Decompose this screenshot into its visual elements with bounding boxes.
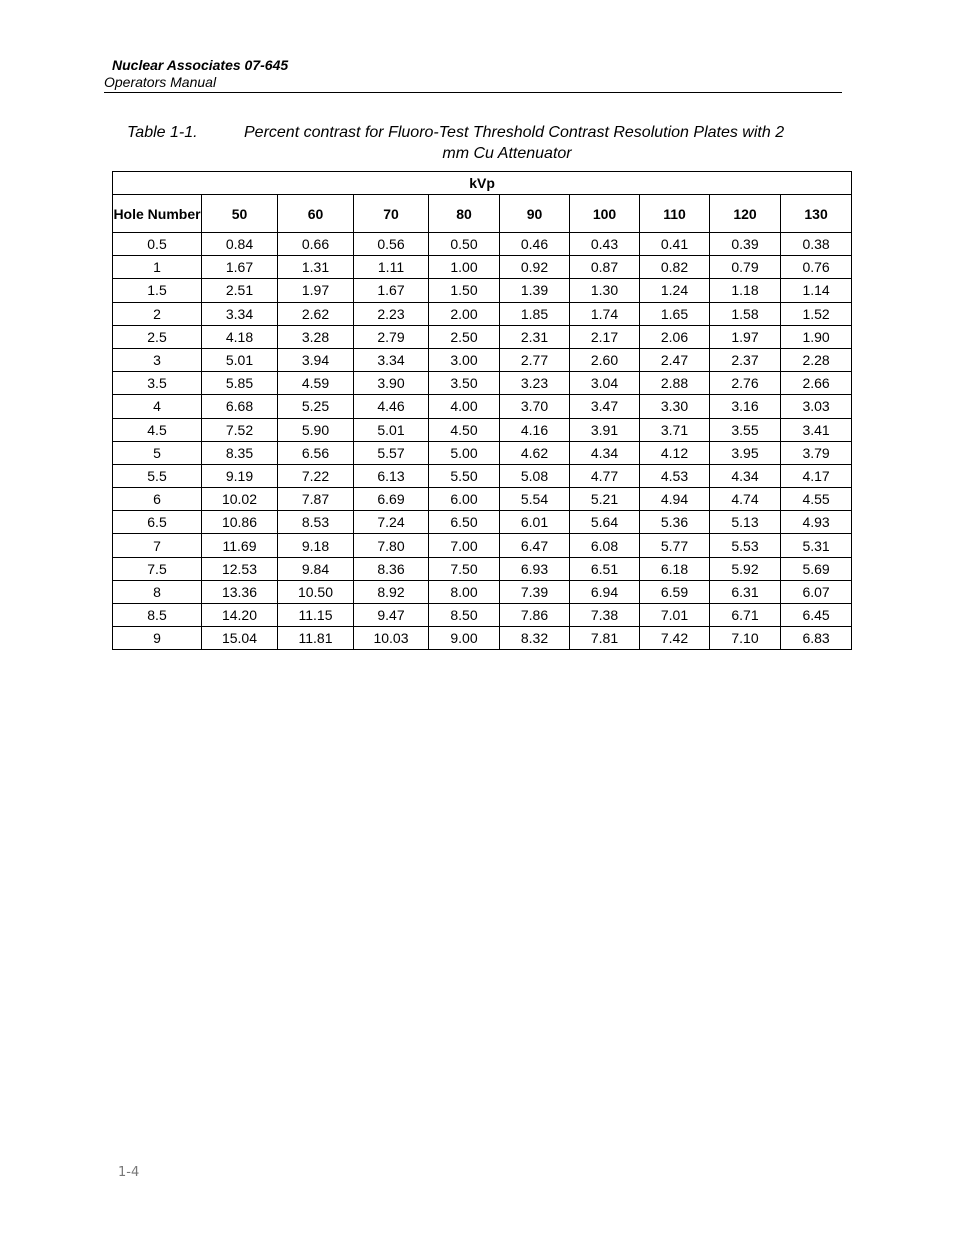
contrast-value-cell: 5.85 [202,372,278,395]
contrast-value-cell: 6.00 [429,488,500,511]
contrast-value-cell: 7.10 [710,627,781,650]
contrast-value-cell: 5.64 [570,511,640,534]
contrast-value-cell: 5.00 [429,441,500,464]
contrast-value-cell: 10.03 [354,627,429,650]
contrast-value-cell: 4.12 [640,441,710,464]
contrast-value-cell: 4.17 [781,464,852,487]
contrast-value-cell: 3.28 [278,325,354,348]
contrast-value-cell: 6.51 [570,557,640,580]
contrast-value-cell: 1.65 [640,302,710,325]
contrast-value-cell: 12.53 [202,557,278,580]
hole-number-cell: 0.5 [113,233,202,256]
contrast-value-cell: 4.34 [570,441,640,464]
contrast-value-cell: 0.38 [781,233,852,256]
contrast-value-cell: 9.19 [202,464,278,487]
hole-number-cell: 3 [113,348,202,371]
contrast-value-cell: 2.17 [570,325,640,348]
contrast-value-cell: 4.55 [781,488,852,511]
contrast-value-cell: 0.79 [710,256,781,279]
contrast-value-cell: 5.25 [278,395,354,418]
contrast-value-cell: 5.77 [640,534,710,557]
contrast-value-cell: 5.31 [781,534,852,557]
contrast-value-cell: 5.36 [640,511,710,534]
contrast-value-cell: 11.81 [278,627,354,650]
contrast-value-cell: 2.50 [429,325,500,348]
kvp-column-header: 100 [570,195,640,233]
table-row [113,233,852,256]
contrast-value-cell: 10.86 [202,511,278,534]
contrast-value-cell: 13.36 [202,580,278,603]
contrast-value-cell: 6.56 [278,441,354,464]
table-row [113,348,852,371]
contrast-value-cell: 14.20 [202,604,278,627]
contrast-value-cell: 2.66 [781,372,852,395]
contrast-value-cell: 0.66 [278,233,354,256]
hole-number-cell: 3.5 [113,372,202,395]
contrast-value-cell: 4.18 [202,325,278,348]
contrast-value-cell: 3.70 [500,395,570,418]
contrast-value-cell: 1.11 [354,256,429,279]
contrast-value-cell: 1.74 [570,302,640,325]
contrast-value-cell: 1.85 [500,302,570,325]
contrast-value-cell: 2.06 [640,325,710,348]
contrast-value-cell: 3.34 [202,302,278,325]
contrast-value-cell: 3.95 [710,441,781,464]
contrast-value-cell: 5.90 [278,418,354,441]
contrast-value-cell: 7.80 [354,534,429,557]
manual-subtitle: Operators Manual [104,74,217,90]
contrast-value-cell: 4.62 [500,441,570,464]
contrast-value-cell: 5.50 [429,464,500,487]
contrast-value-cell: 8.35 [202,441,278,464]
table-row [113,279,852,302]
contrast-value-cell: 8.36 [354,557,429,580]
contrast-value-cell: 0.76 [781,256,852,279]
contrast-value-cell: 9.84 [278,557,354,580]
hole-number-cell: 6 [113,488,202,511]
contrast-value-cell: 2.62 [278,302,354,325]
contrast-value-cell: 1.97 [710,325,781,348]
contrast-value-cell: 5.01 [354,418,429,441]
contrast-value-cell: 7.01 [640,604,710,627]
contrast-value-cell: 2.76 [710,372,781,395]
table-row [113,256,852,279]
contrast-value-cell: 7.86 [500,604,570,627]
contrast-value-cell: 0.56 [354,233,429,256]
hole-number-cell: 1.5 [113,279,202,302]
contrast-value-cell: 0.43 [570,233,640,256]
hole-number-cell: 8.5 [113,604,202,627]
contrast-value-cell: 3.71 [640,418,710,441]
contrast-value-cell: 2.60 [570,348,640,371]
contrast-value-cell: 0.87 [570,256,640,279]
contrast-value-cell: 1.24 [640,279,710,302]
contrast-value-cell: 1.67 [202,256,278,279]
contrast-value-cell: 8.32 [500,627,570,650]
contrast-value-cell: 5.92 [710,557,781,580]
contrast-value-cell: 7.39 [500,580,570,603]
contrast-value-cell: 7.87 [278,488,354,511]
contrast-value-cell: 2.28 [781,348,852,371]
contrast-value-cell: 2.51 [202,279,278,302]
contrast-value-cell: 4.53 [640,464,710,487]
contrast-value-cell: 8.92 [354,580,429,603]
kvp-column-header: 130 [781,195,852,233]
contrast-value-cell: 3.04 [570,372,640,395]
contrast-value-cell: 0.46 [500,233,570,256]
hole-number-cell: 6.5 [113,511,202,534]
contrast-value-cell: 1.58 [710,302,781,325]
contrast-value-cell: 0.92 [500,256,570,279]
table-row [113,604,852,627]
hole-number-cell: 7.5 [113,557,202,580]
hole-number-cell: 9 [113,627,202,650]
page-number: 1-4 [118,1165,140,1180]
contrast-value-cell: 3.34 [354,348,429,371]
contrast-value-cell: 5.53 [710,534,781,557]
contrast-value-cell: 9.18 [278,534,354,557]
contrast-value-cell: 1.39 [500,279,570,302]
contrast-value-cell: 1.67 [354,279,429,302]
table-row [113,534,852,557]
contrast-value-cell: 6.71 [710,604,781,627]
contrast-value-cell: 6.18 [640,557,710,580]
contrast-value-cell: 2.23 [354,302,429,325]
contrast-value-cell: 4.94 [640,488,710,511]
contrast-value-cell: 4.59 [278,372,354,395]
contrast-value-cell: 4.50 [429,418,500,441]
table-body [113,233,852,650]
contrast-value-cell: 5.08 [500,464,570,487]
contrast-value-cell: 7.38 [570,604,640,627]
contrast-value-cell: 4.34 [710,464,781,487]
contrast-value-cell: 6.31 [710,580,781,603]
kvp-column-header: 90 [500,195,570,233]
contrast-value-cell: 6.45 [781,604,852,627]
contrast-value-cell: 1.00 [429,256,500,279]
contrast-value-cell: 4.93 [781,511,852,534]
contrast-value-cell: 6.50 [429,511,500,534]
contrast-value-cell: 15.04 [202,627,278,650]
contrast-value-cell: 1.50 [429,279,500,302]
contrast-value-cell: 7.81 [570,627,640,650]
kvp-column-header: 70 [354,195,429,233]
contrast-value-cell: 2.47 [640,348,710,371]
contrast-value-cell: 2.77 [500,348,570,371]
contrast-table [112,171,852,650]
kvp-group-header: kVp [113,172,852,195]
contrast-value-cell: 7.00 [429,534,500,557]
kvp-column-header: 110 [640,195,710,233]
contrast-value-cell: 2.37 [710,348,781,371]
table-row [113,627,852,650]
contrast-value-cell: 5.54 [500,488,570,511]
contrast-value-cell: 7.50 [429,557,500,580]
contrast-value-cell: 4.16 [500,418,570,441]
contrast-value-cell: 3.23 [500,372,570,395]
contrast-value-cell: 6.47 [500,534,570,557]
contrast-value-cell: 1.90 [781,325,852,348]
contrast-value-cell: 0.50 [429,233,500,256]
contrast-value-cell: 6.83 [781,627,852,650]
hole-number-cell: 2.5 [113,325,202,348]
table-row [113,325,852,348]
contrast-value-cell: 6.08 [570,534,640,557]
contrast-value-cell: 3.90 [354,372,429,395]
contrast-value-cell: 5.21 [570,488,640,511]
hole-number-cell: 1 [113,256,202,279]
contrast-value-cell: 3.30 [640,395,710,418]
contrast-value-cell: 6.68 [202,395,278,418]
contrast-value-cell: 1.97 [278,279,354,302]
table-row [113,395,852,418]
contrast-value-cell: 7.24 [354,511,429,534]
contrast-value-cell: 3.47 [570,395,640,418]
contrast-value-cell: 0.41 [640,233,710,256]
contrast-value-cell: 11.15 [278,604,354,627]
contrast-value-cell: 10.02 [202,488,278,511]
page-header [104,56,842,93]
contrast-value-cell: 3.00 [429,348,500,371]
contrast-value-cell: 5.69 [781,557,852,580]
table-row [113,557,852,580]
table-row [113,372,852,395]
contrast-value-cell: 1.52 [781,302,852,325]
table-row [113,580,852,603]
contrast-value-cell: 9.47 [354,604,429,627]
table-row [113,464,852,487]
contrast-value-cell: 6.94 [570,580,640,603]
table-row [113,488,852,511]
contrast-value-cell: 5.57 [354,441,429,464]
contrast-value-cell: 3.91 [570,418,640,441]
table-caption-text-line1: Percent contrast for Fluoro-Test Threshold Contrast Resolution Plates with 2 [244,124,785,141]
contrast-value-cell: 3.50 [429,372,500,395]
contrast-value-cell: 3.55 [710,418,781,441]
contrast-value-cell: 8.53 [278,511,354,534]
contrast-value-cell: 7.52 [202,418,278,441]
contrast-value-cell: 4.77 [570,464,640,487]
hole-number-cell: 4 [113,395,202,418]
hole-number-cell: 8 [113,580,202,603]
contrast-value-cell: 2.31 [500,325,570,348]
contrast-value-cell: 4.00 [429,395,500,418]
manual-title: Nuclear Associates 07-645 [112,57,289,73]
table-row [113,302,852,325]
hole-number-header: Hole Number [113,195,202,233]
contrast-value-cell: 3.41 [781,418,852,441]
kvp-column-header: 80 [429,195,500,233]
contrast-value-cell: 9.00 [429,627,500,650]
hole-number-cell: 2 [113,302,202,325]
kvp-column-header: 60 [278,195,354,233]
contrast-value-cell: 11.69 [202,534,278,557]
contrast-value-cell: 2.79 [354,325,429,348]
contrast-value-cell: 0.84 [202,233,278,256]
contrast-value-cell: 8.50 [429,604,500,627]
hole-number-cell: 4.5 [113,418,202,441]
contrast-value-cell: 6.13 [354,464,429,487]
table-row [113,511,852,534]
contrast-value-cell: 7.22 [278,464,354,487]
kvp-column-header: 50 [202,195,278,233]
contrast-value-cell: 5.13 [710,511,781,534]
contrast-value-cell: 3.03 [781,395,852,418]
contrast-value-cell: 1.31 [278,256,354,279]
hole-number-cell: 5 [113,441,202,464]
table-caption-text-line2: mm Cu Attenuator [442,145,572,162]
contrast-value-cell: 3.94 [278,348,354,371]
contrast-value-cell: 1.14 [781,279,852,302]
contrast-value-cell: 6.01 [500,511,570,534]
table-row [113,418,852,441]
contrast-value-cell: 1.30 [570,279,640,302]
contrast-value-cell: 6.59 [640,580,710,603]
contrast-value-cell: 3.16 [710,395,781,418]
contrast-value-cell: 1.18 [710,279,781,302]
contrast-value-cell: 3.79 [781,441,852,464]
hole-number-cell: 7 [113,534,202,557]
hole-number-cell: 5.5 [113,464,202,487]
contrast-value-cell: 0.82 [640,256,710,279]
kvp-header-row [113,172,852,195]
contrast-value-cell: 0.39 [710,233,781,256]
contrast-value-cell: 4.46 [354,395,429,418]
table-caption [104,122,850,164]
contrast-value-cell: 6.93 [500,557,570,580]
contrast-value-cell: 2.88 [640,372,710,395]
contrast-value-cell: 6.07 [781,580,852,603]
table-caption-label: Table 1-1. [127,124,198,141]
contrast-value-cell: 4.74 [710,488,781,511]
contrast-value-cell: 5.01 [202,348,278,371]
column-header-row [113,195,852,233]
contrast-value-cell: 10.50 [278,580,354,603]
contrast-value-cell: 7.42 [640,627,710,650]
contrast-value-cell: 8.00 [429,580,500,603]
kvp-column-header: 120 [710,195,781,233]
table-row [113,441,852,464]
contrast-value-cell: 2.00 [429,302,500,325]
contrast-value-cell: 6.69 [354,488,429,511]
